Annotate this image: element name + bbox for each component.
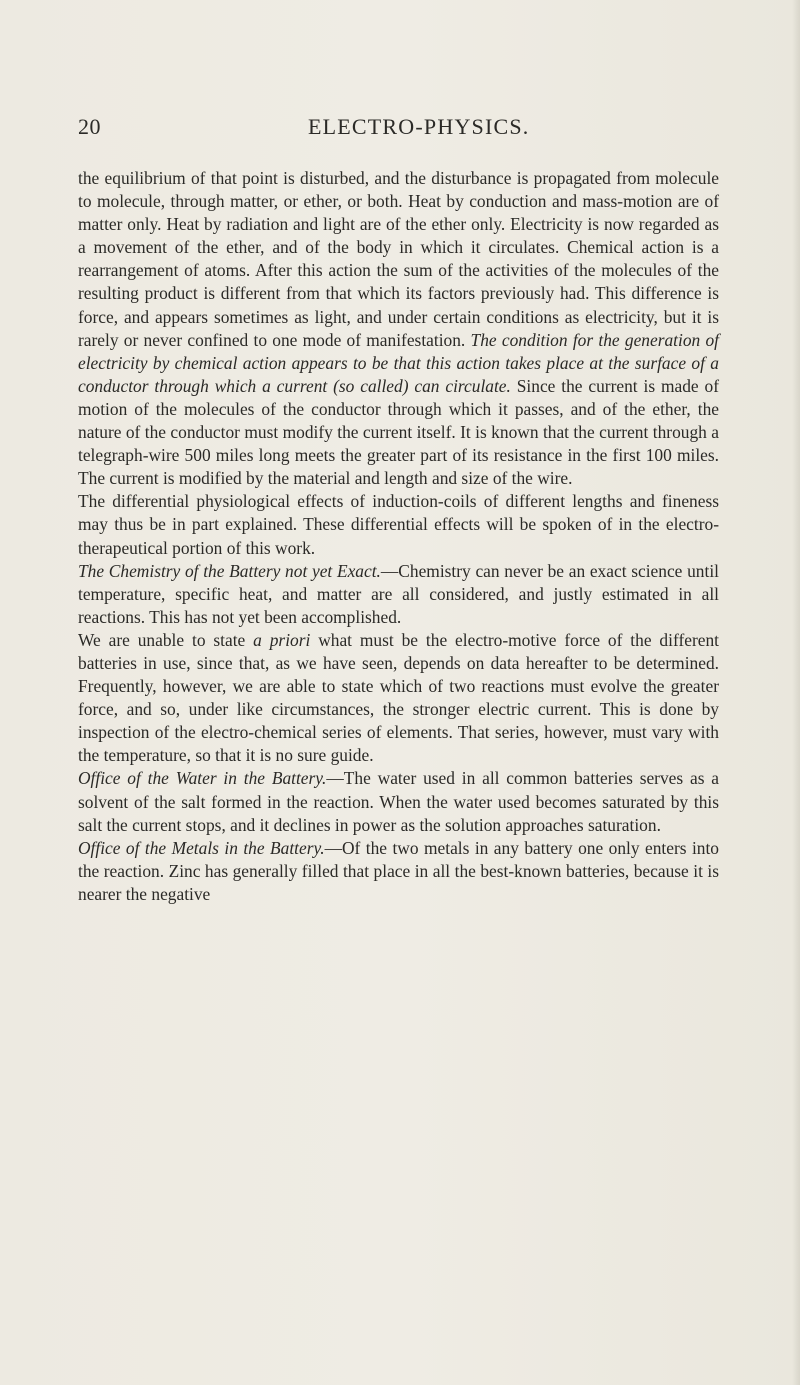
running-head: ELECTRO-PHYSICS. <box>308 114 530 139</box>
paragraph-1 <box>78 167 719 490</box>
paragraph-3 <box>78 560 719 629</box>
paragraph-5-text: —The water used in all common batteries serves as a solvent of the salt formed in the reaction. When the water used becomes saturated by this salt the current stops, and it declines in power as the solution approaches saturation. <box>78 768 719 835</box>
paragraph-5 <box>78 767 719 836</box>
paragraph-3-text: —Chemistry can never be an exact science until temperature, specific heat, and matter are all considered, and justly estimated in all reactions. This has not yet been accomplished. <box>78 560 719 627</box>
paragraph-2-text: The differential physiological effects of induction-coils of different lengths and fineness may thus be in part explained. These differential effects will be spoken of in the electro-therapeutical portion of this work. <box>78 491 719 558</box>
paragraph-6-text: —Of the two metals in any battery one only enters into the reaction. Zinc has generally filled that place in all the best-known batteries, because it is nearer the negative <box>78 837 719 904</box>
body-text <box>78 167 719 906</box>
paragraph-4 <box>78 629 719 768</box>
paragraph-2 <box>78 490 719 559</box>
paragraph-4-text: We are unable to state <box>78 629 254 650</box>
paragraph-1-text-end: Since the current is made of motion of the molecules of the conductor through which it passes, and of the ether, the nature of the conductor must modify the current itself. It is known that the current through a telegraph-wire 500 miles long meets the greater part of its resistance in the first 100 miles. The current is modified by the material and length and size of the wire. <box>78 375 719 489</box>
page-header <box>0 114 800 144</box>
page-edge-shadow <box>792 0 800 1385</box>
page-number: 20 <box>78 114 101 139</box>
paragraph-6 <box>78 837 719 906</box>
section-heading-metals: Office of the Metals in the Battery. <box>78 837 325 858</box>
paragraph-4-italic: a priori <box>253 629 311 650</box>
paragraph-1-italic: The condition for the generation of electricity by chemical action appears to be that this action takes place at the surface of a conductor through which a current (so called) can circulate. <box>78 329 720 396</box>
section-heading-chemistry: The Chemistry of the Battery not yet Exact. <box>78 560 381 581</box>
section-heading-water: Office of the Water in the Battery. <box>78 768 327 789</box>
paragraph-4-text-end: what must be the electro-motive force of the different batteries in use, since that, as we have seen, depends on data hereafter to be determined. Frequently, however, we are able to state which of two reactions must evolve the greater force, and so, under like circumstances, the stronger electric current. This is done by inspection of the electro-chemical series of elements. That series, however, must vary with the temperature, so that it is no sure guide. <box>78 629 719 766</box>
paragraph-1-text: the equilibrium of that point is disturbed, and the disturbance is propagated from molecule to molecule, through matter, or ether, or both. Heat by conduction and mass-motion are of matter only. Heat by radiation and light are of the ether only. Electricity is now regarded as a movement of the ether, and of the body in which it circulates. Chemical action is a rearrangement of atoms. After this action the sum of the activities of the molecules of the resulting product is different from that which its factors previously had. This difference is force, and appears sometimes as light, and under certain conditions as electricity, but it is rarely or never confined to one mode of manifestation. <box>78 168 719 350</box>
